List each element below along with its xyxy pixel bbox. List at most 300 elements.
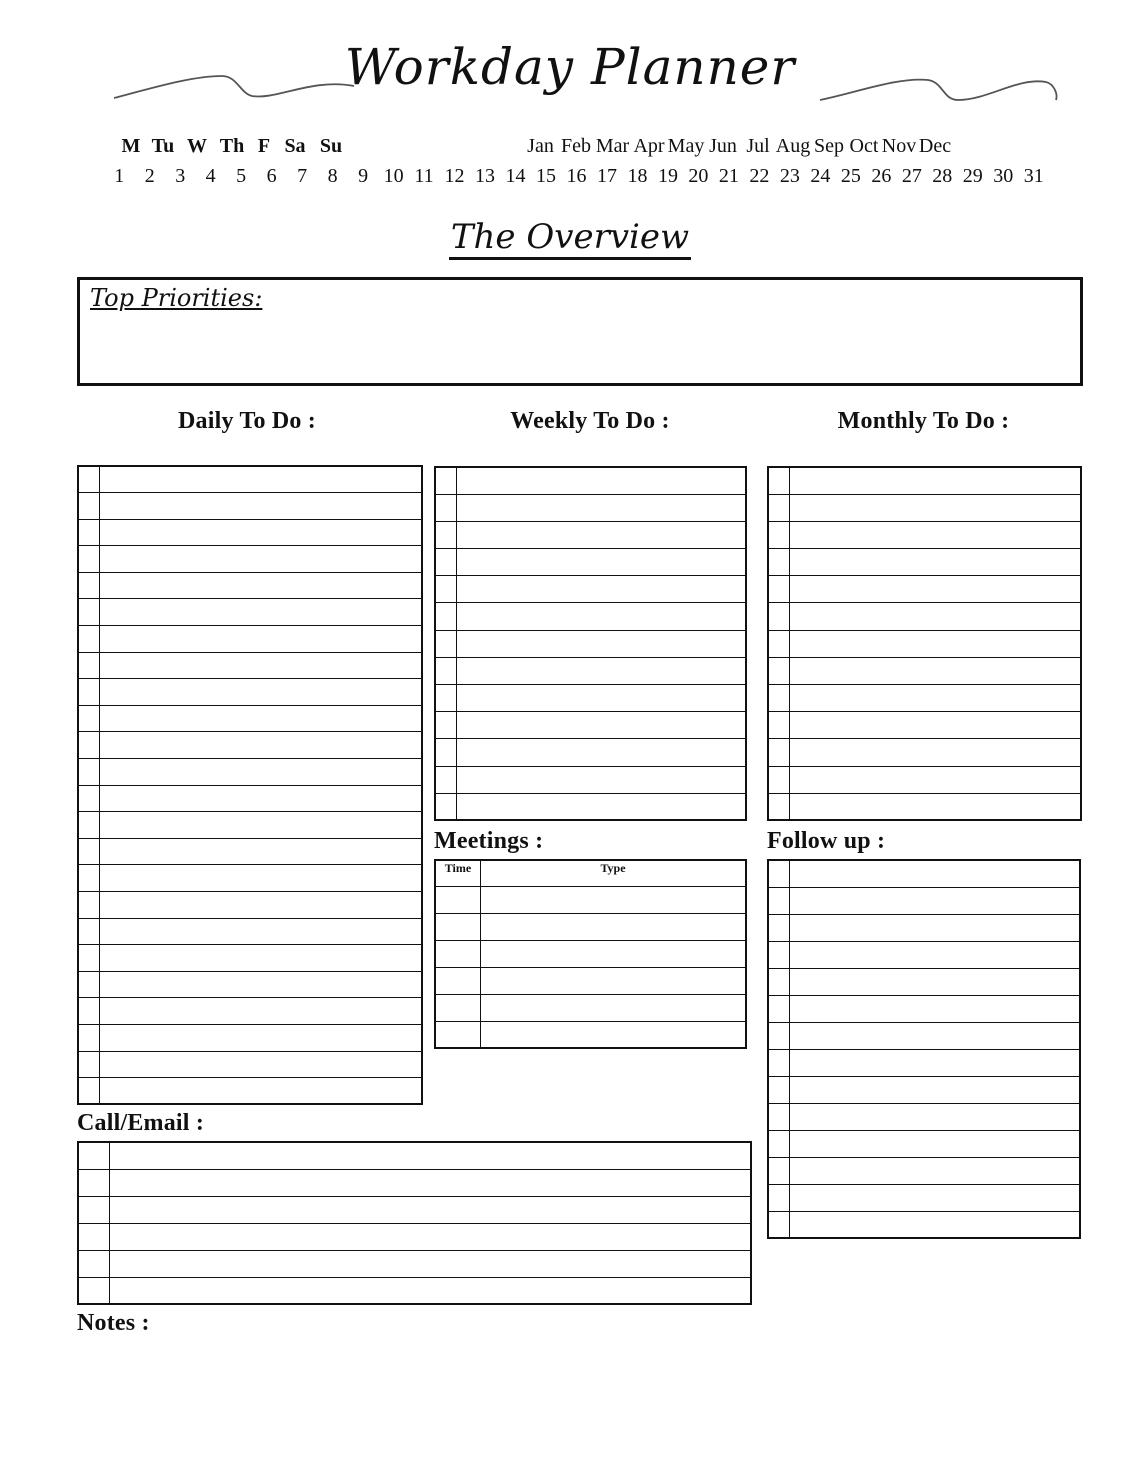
daily-todo-entry[interactable] <box>100 785 423 812</box>
day-12[interactable]: 12 <box>444 165 465 187</box>
weekday-m[interactable]: M <box>121 135 141 157</box>
weekly-todo-entry[interactable] <box>457 576 747 603</box>
daily-todo-row <box>78 679 422 706</box>
day-6[interactable]: 6 <box>266 165 277 187</box>
daily-todo-checkbox[interactable] <box>78 572 100 599</box>
weekly-todo-row <box>435 793 746 820</box>
weekly-todo-entry[interactable] <box>457 712 747 739</box>
follow-up-checkbox[interactable] <box>768 1184 790 1211</box>
monthly-todo-row <box>768 685 1081 712</box>
day-15[interactable]: 15 <box>536 165 556 187</box>
day-25[interactable]: 25 <box>840 165 861 187</box>
meetings-type-header: Type <box>481 860 747 886</box>
daily-todo-entry[interactable] <box>100 759 423 786</box>
monthly-todo-entry[interactable] <box>790 739 1082 766</box>
day-8[interactable]: 8 <box>327 165 338 187</box>
weekly-todo-checkbox[interactable] <box>435 549 457 576</box>
monthly-todo-checkbox[interactable] <box>768 712 790 739</box>
weekly-todo-checkbox[interactable] <box>435 576 457 603</box>
month-jun[interactable]: Jun <box>709 135 737 157</box>
meetings-heading: Meetings : <box>434 828 544 854</box>
follow-up-row <box>768 1076 1080 1103</box>
weekday-th[interactable]: Th <box>219 135 245 157</box>
monthly-todo-entry[interactable] <box>790 576 1082 603</box>
day-7[interactable]: 7 <box>297 165 308 187</box>
day-24[interactable]: 24 <box>810 165 831 187</box>
monthly-todo-checkbox[interactable] <box>768 630 790 657</box>
month-nov[interactable]: Nov <box>881 135 917 157</box>
follow-up-checkbox[interactable] <box>768 1211 790 1238</box>
daily-todo-table <box>77 465 423 1105</box>
daily-todo-entry[interactable] <box>100 519 423 546</box>
weekly-todo-checkbox[interactable] <box>435 657 457 684</box>
meeting-entry[interactable] <box>481 1021 747 1048</box>
follow-up-row <box>768 1211 1080 1238</box>
weekly-todo-entry[interactable] <box>457 521 747 548</box>
follow-up-entry[interactable] <box>790 1103 1081 1130</box>
daily-todo-checkbox[interactable] <box>78 652 100 679</box>
monthly-todo-row <box>768 576 1081 603</box>
day-10[interactable]: 10 <box>383 165 404 187</box>
daily-todo-entry[interactable] <box>100 493 423 520</box>
day-31[interactable]: 31 <box>1023 165 1044 187</box>
meeting-checkbox[interactable] <box>435 1021 481 1048</box>
follow-up-checkbox[interactable] <box>768 1076 790 1103</box>
weekly-todo-checkbox[interactable] <box>435 739 457 766</box>
follow-up-checkbox[interactable] <box>768 1103 790 1130</box>
monthly-todo-checkbox[interactable] <box>768 793 790 820</box>
follow-up-checkbox[interactable] <box>768 941 790 968</box>
monthly-todo-row <box>768 630 1081 657</box>
weekly-todo-row <box>435 630 746 657</box>
weekday-su[interactable]: Su <box>319 135 343 157</box>
daily-todo-entry[interactable] <box>100 865 423 892</box>
weekly-todo-row <box>435 494 746 521</box>
monthly-todo-checkbox[interactable] <box>768 739 790 766</box>
meeting-row <box>435 940 746 967</box>
meeting-entry[interactable] <box>481 886 747 913</box>
daily-todo-row <box>78 732 422 759</box>
daily-todo-entry[interactable] <box>100 1024 423 1051</box>
day-5[interactable]: 5 <box>236 165 247 187</box>
daily-todo-row <box>78 812 422 839</box>
call-email-entry[interactable] <box>110 1250 752 1277</box>
monthly-todo-checkbox[interactable] <box>768 603 790 630</box>
call-email-table <box>77 1141 752 1305</box>
daily-todo-row <box>78 838 422 865</box>
weekly-todo-row <box>435 603 746 630</box>
meeting-checkbox[interactable] <box>435 967 481 994</box>
day-21[interactable]: 21 <box>718 165 739 187</box>
monthly-todo-row <box>768 467 1081 494</box>
monthly-todo-entry[interactable] <box>790 549 1082 576</box>
monthly-todo-row <box>768 494 1081 521</box>
call-email-row <box>78 1169 751 1196</box>
daily-todo-checkbox[interactable] <box>78 1078 100 1105</box>
follow-up-row <box>768 1049 1080 1076</box>
daily-todo-entry[interactable] <box>100 599 423 626</box>
monthly-todo-checkbox[interactable] <box>768 685 790 712</box>
weekly-todo-row <box>435 766 746 793</box>
daily-todo-row <box>78 971 422 998</box>
weekly-todo-row <box>435 467 746 494</box>
follow-up-row <box>768 1022 1080 1049</box>
weekly-todo-row <box>435 521 746 548</box>
weekly-todo-checkbox[interactable] <box>435 603 457 630</box>
daily-todo-row <box>78 945 422 972</box>
day-11[interactable]: 11 <box>414 165 434 187</box>
follow-up-entry[interactable] <box>790 1022 1081 1049</box>
daily-todo-checkbox[interactable] <box>78 945 100 972</box>
top-priorities-label: Top Priorities: <box>90 284 263 312</box>
daily-todo-checkbox[interactable] <box>78 546 100 573</box>
follow-up-entry[interactable] <box>790 914 1081 941</box>
month-apr[interactable]: Apr <box>633 135 665 157</box>
daily-todo-entry[interactable] <box>100 1051 423 1078</box>
weekly-todo-row <box>435 576 746 603</box>
weekly-todo-entry[interactable] <box>457 467 747 494</box>
daily-todo-checkbox[interactable] <box>78 1051 100 1078</box>
follow-up-checkbox[interactable] <box>768 1157 790 1184</box>
notes-heading: Notes : <box>77 1310 150 1336</box>
daily-todo-entry[interactable] <box>100 546 423 573</box>
meeting-row <box>435 1021 746 1048</box>
monthly-todo-checkbox[interactable] <box>768 576 790 603</box>
daily-todo-checkbox[interactable] <box>78 466 100 493</box>
day-13[interactable]: 13 <box>475 165 496 187</box>
monthly-todo-table <box>767 466 1082 821</box>
meeting-checkbox[interactable] <box>435 994 481 1021</box>
daily-todo-entry[interactable] <box>100 626 423 653</box>
day-28[interactable]: 28 <box>932 165 953 187</box>
month-feb[interactable]: Feb <box>561 135 591 157</box>
daily-todo-checkbox[interactable] <box>78 519 100 546</box>
weekly-todo-row <box>435 712 746 739</box>
follow-up-row <box>768 1103 1080 1130</box>
daily-todo-row <box>78 998 422 1025</box>
day-16[interactable]: 16 <box>566 165 587 187</box>
daily-todo-checkbox[interactable] <box>78 785 100 812</box>
daily-todo-checkbox[interactable] <box>78 892 100 919</box>
daily-todo-heading: Daily To Do : <box>178 408 316 434</box>
day-18[interactable]: 18 <box>627 165 648 187</box>
meeting-checkbox[interactable] <box>435 940 481 967</box>
daily-todo-entry[interactable] <box>100 918 423 945</box>
weekly-todo-entry[interactable] <box>457 685 747 712</box>
follow-up-entry[interactable] <box>790 941 1081 968</box>
monthly-todo-row <box>768 657 1081 684</box>
call-email-entry[interactable] <box>110 1223 752 1250</box>
overview-heading <box>0 217 1140 257</box>
weekly-todo-row <box>435 739 746 766</box>
daily-todo-checkbox[interactable] <box>78 493 100 520</box>
weekly-todo-checkbox[interactable] <box>435 766 457 793</box>
month-aug[interactable]: Aug <box>775 135 811 157</box>
weekly-todo-checkbox[interactable] <box>435 630 457 657</box>
weekly-todo-checkbox[interactable] <box>435 467 457 494</box>
monthly-todo-checkbox[interactable] <box>768 549 790 576</box>
monthly-todo-entry[interactable] <box>790 603 1082 630</box>
call-email-entry[interactable] <box>110 1169 752 1196</box>
daily-todo-row <box>78 652 422 679</box>
weekday-sa[interactable]: Sa <box>284 135 306 157</box>
follow-up-row <box>768 968 1080 995</box>
monthly-todo-heading: Monthly To Do : <box>837 408 1010 434</box>
daily-todo-checkbox[interactable] <box>78 626 100 653</box>
daily-todo-checkbox[interactable] <box>78 759 100 786</box>
daily-todo-entry[interactable] <box>100 466 423 493</box>
follow-up-table <box>767 859 1081 1239</box>
daily-todo-checkbox[interactable] <box>78 998 100 1025</box>
month-jul[interactable]: Jul <box>746 135 770 157</box>
weekly-todo-checkbox[interactable] <box>435 685 457 712</box>
meetings-time-header: Time <box>435 860 481 886</box>
overview-title: The Overview <box>449 217 691 260</box>
follow-up-row <box>768 1184 1080 1211</box>
daily-todo-entry[interactable] <box>100 998 423 1025</box>
daily-todo-row <box>78 918 422 945</box>
monthly-todo-row <box>768 521 1081 548</box>
weekly-todo-checkbox[interactable] <box>435 494 457 521</box>
meeting-row <box>435 967 746 994</box>
daily-todo-entry[interactable] <box>100 652 423 679</box>
follow-up-entry[interactable] <box>790 1049 1081 1076</box>
monthly-todo-entry[interactable] <box>790 793 1082 820</box>
call-email-checkbox[interactable] <box>78 1223 110 1250</box>
monthly-todo-entry[interactable] <box>790 521 1082 548</box>
daily-todo-checkbox[interactable] <box>78 838 100 865</box>
daily-todo-checkbox[interactable] <box>78 599 100 626</box>
weekly-todo-entry[interactable] <box>457 549 747 576</box>
day-22[interactable]: 22 <box>749 165 770 187</box>
weekly-todo-table <box>434 466 747 821</box>
meeting-row <box>435 913 746 940</box>
follow-up-row <box>768 914 1080 941</box>
follow-up-row <box>768 860 1080 887</box>
daily-todo-row <box>78 466 422 493</box>
daily-todo-row <box>78 493 422 520</box>
daily-todo-entry[interactable] <box>100 572 423 599</box>
planner-title: Workday Planner <box>344 38 796 96</box>
weekly-todo-row <box>435 549 746 576</box>
weekly-todo-entry[interactable] <box>457 793 747 820</box>
follow-up-entry[interactable] <box>790 968 1081 995</box>
call-email-row <box>78 1142 751 1169</box>
weekly-todo-checkbox[interactable] <box>435 712 457 739</box>
daily-todo-row <box>78 1078 422 1105</box>
meeting-checkbox[interactable] <box>435 913 481 940</box>
monthly-todo-entry[interactable] <box>790 685 1082 712</box>
day-14[interactable]: 14 <box>505 165 526 187</box>
daily-todo-row <box>78 892 422 919</box>
month-dec[interactable]: Dec <box>918 135 952 157</box>
follow-up-checkbox[interactable] <box>768 968 790 995</box>
daily-todo-row <box>78 705 422 732</box>
monthly-todo-entry[interactable] <box>790 467 1082 494</box>
daily-todo-entry[interactable] <box>100 812 423 839</box>
day-9[interactable]: 9 <box>358 165 369 187</box>
follow-up-entry[interactable] <box>790 1130 1081 1157</box>
daily-todo-row <box>78 572 422 599</box>
follow-up-checkbox[interactable] <box>768 1022 790 1049</box>
month-mar[interactable]: Mar <box>595 135 630 157</box>
call-email-checkbox[interactable] <box>78 1277 110 1304</box>
daily-todo-checkbox[interactable] <box>78 1024 100 1051</box>
weekly-todo-entry[interactable] <box>457 766 747 793</box>
daily-todo-entry[interactable] <box>100 892 423 919</box>
monthly-todo-checkbox[interactable] <box>768 521 790 548</box>
follow-up-checkbox[interactable] <box>768 995 790 1022</box>
day-23[interactable]: 23 <box>779 165 800 187</box>
daily-todo-row <box>78 626 422 653</box>
month-jan[interactable]: Jan <box>527 135 554 157</box>
follow-up-row <box>768 887 1080 914</box>
day-27[interactable]: 27 <box>901 165 922 187</box>
daily-todo-row <box>78 1051 422 1078</box>
monthly-todo-row <box>768 549 1081 576</box>
meeting-entry[interactable] <box>481 967 747 994</box>
follow-up-entry[interactable] <box>790 860 1081 887</box>
monthly-todo-row <box>768 603 1081 630</box>
weekly-todo-entry[interactable] <box>457 603 747 630</box>
month-selector <box>523 135 953 158</box>
daily-todo-entry[interactable] <box>100 1078 423 1105</box>
follow-up-checkbox[interactable] <box>768 1130 790 1157</box>
call-email-entry[interactable] <box>110 1196 752 1223</box>
monthly-todo-row <box>768 739 1081 766</box>
follow-up-row <box>768 941 1080 968</box>
follow-up-checkbox[interactable] <box>768 887 790 914</box>
day-3[interactable]: 3 <box>175 165 186 187</box>
meeting-checkbox[interactable] <box>435 886 481 913</box>
monthly-todo-row <box>768 793 1081 820</box>
day-30[interactable]: 30 <box>993 165 1014 187</box>
follow-up-row <box>768 995 1080 1022</box>
weekly-todo-entry[interactable] <box>457 739 747 766</box>
follow-up-entry[interactable] <box>790 1076 1081 1103</box>
day-2[interactable]: 2 <box>144 165 155 187</box>
weekday-w[interactable]: W <box>187 135 207 157</box>
monthly-todo-checkbox[interactable] <box>768 657 790 684</box>
weekly-todo-row <box>435 685 746 712</box>
call-email-checkbox[interactable] <box>78 1169 110 1196</box>
monthly-todo-entry[interactable] <box>790 630 1082 657</box>
follow-up-entry[interactable] <box>790 995 1081 1022</box>
follow-up-heading: Follow up : <box>767 828 886 854</box>
day-selector <box>104 165 1049 191</box>
day-4[interactable]: 4 <box>205 165 216 187</box>
follow-up-checkbox[interactable] <box>768 1049 790 1076</box>
daily-todo-row <box>78 546 422 573</box>
weekly-todo-checkbox[interactable] <box>435 521 457 548</box>
call-email-entry[interactable] <box>110 1142 752 1169</box>
follow-up-checkbox[interactable] <box>768 914 790 941</box>
daily-todo-entry[interactable] <box>100 679 423 706</box>
monthly-todo-row <box>768 712 1081 739</box>
monthly-todo-entry[interactable] <box>790 712 1082 739</box>
monthly-todo-row <box>768 766 1081 793</box>
weekday-selector <box>118 135 348 158</box>
weekly-todo-entry[interactable] <box>457 630 747 657</box>
daily-todo-entry[interactable] <box>100 971 423 998</box>
day-29[interactable]: 29 <box>962 165 983 187</box>
call-email-row <box>78 1223 751 1250</box>
weekday-f[interactable]: F <box>257 135 271 157</box>
daily-todo-row <box>78 519 422 546</box>
daily-todo-row <box>78 865 422 892</box>
day-17[interactable]: 17 <box>596 165 617 187</box>
call-email-checkbox[interactable] <box>78 1250 110 1277</box>
follow-up-entry[interactable] <box>790 1184 1081 1211</box>
month-oct[interactable]: Oct <box>849 135 879 157</box>
monthly-todo-checkbox[interactable] <box>768 494 790 521</box>
call-email-checkbox[interactable] <box>78 1196 110 1223</box>
monthly-todo-checkbox[interactable] <box>768 467 790 494</box>
daily-todo-entry[interactable] <box>100 838 423 865</box>
call-email-heading: Call/Email : <box>77 1110 205 1136</box>
month-sep[interactable]: Sep <box>814 135 844 157</box>
call-email-checkbox[interactable] <box>78 1142 110 1169</box>
call-email-row <box>78 1250 751 1277</box>
daily-todo-entry[interactable] <box>100 705 423 732</box>
month-may[interactable]: May <box>667 135 705 157</box>
daily-todo-checkbox[interactable] <box>78 812 100 839</box>
follow-up-entry[interactable] <box>790 887 1081 914</box>
call-email-entry[interactable] <box>110 1277 752 1304</box>
daily-todo-checkbox[interactable] <box>78 679 100 706</box>
follow-up-entry[interactable] <box>790 1157 1081 1184</box>
meeting-row <box>435 886 746 913</box>
notes-area[interactable] <box>77 1345 1077 1455</box>
day-26[interactable]: 26 <box>871 165 892 187</box>
weekly-todo-heading: Weekly To Do : <box>510 408 670 434</box>
call-email-row <box>78 1277 751 1304</box>
daily-todo-entry[interactable] <box>100 945 423 972</box>
call-email-row <box>78 1196 751 1223</box>
day-1[interactable]: 1 <box>114 165 125 187</box>
weekly-todo-entry[interactable] <box>457 494 747 521</box>
weekday-tu[interactable]: Tu <box>151 135 175 157</box>
follow-up-row <box>768 1130 1080 1157</box>
daily-todo-row <box>78 785 422 812</box>
follow-up-entry[interactable] <box>790 1211 1081 1238</box>
monthly-todo-entry[interactable] <box>790 657 1082 684</box>
day-20[interactable]: 20 <box>688 165 709 187</box>
daily-todo-row <box>78 1024 422 1051</box>
monthly-todo-checkbox[interactable] <box>768 766 790 793</box>
monthly-todo-entry[interactable] <box>790 766 1082 793</box>
meeting-entry[interactable] <box>481 994 747 1021</box>
meeting-entry[interactable] <box>481 913 747 940</box>
weekly-todo-checkbox[interactable] <box>435 793 457 820</box>
daily-todo-checkbox[interactable] <box>78 732 100 759</box>
daily-todo-checkbox[interactable] <box>78 918 100 945</box>
meeting-entry[interactable] <box>481 940 747 967</box>
follow-up-row <box>768 1157 1080 1184</box>
daily-todo-checkbox[interactable] <box>78 971 100 998</box>
meeting-row <box>435 994 746 1021</box>
meetings-table <box>434 859 747 1049</box>
day-19[interactable]: 19 <box>657 165 678 187</box>
follow-up-checkbox[interactable] <box>768 860 790 887</box>
weekly-todo-row <box>435 657 746 684</box>
daily-todo-checkbox[interactable] <box>78 705 100 732</box>
daily-todo-checkbox[interactable] <box>78 865 100 892</box>
weekly-todo-entry[interactable] <box>457 657 747 684</box>
daily-todo-entry[interactable] <box>100 732 423 759</box>
monthly-todo-entry[interactable] <box>790 494 1082 521</box>
daily-todo-row <box>78 599 422 626</box>
